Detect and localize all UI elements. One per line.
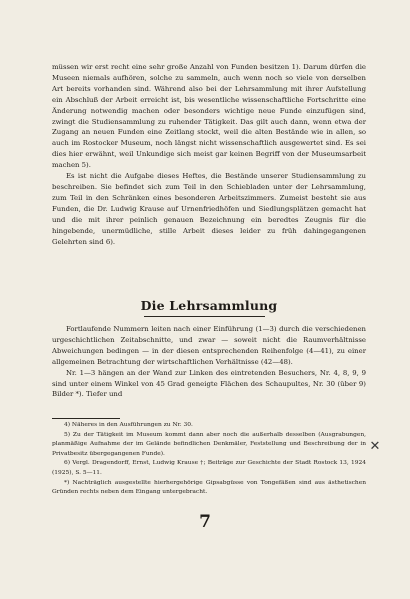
footnote: *) Nachträglich ausgestellte hierhergehörige Gipsabgüsse von Tongefäßen sind aus ästhetischen Gründen rechts neben dem Eingang untergebracht.	[52, 479, 366, 496]
footnote: 4) Näheres in den Ausführungen zu Nr. 30.	[64, 422, 193, 428]
heading-divider	[144, 316, 265, 317]
handwritten-cross-mark: ✕	[369, 439, 381, 454]
paragraph: Es ist nicht die Aufgabe dieses Heftes, die Bestände unserer Studiensammlung zu beschreiben. Sie befindet sich zum Teil in den Schiebladen unter der Lehrsammlung, zum Teil in den Schränken eines besonderen Arbeitszimmers. Zumeist besteht sie aus Funden, die Dr. Ludwig Krause auf Urnenfriedhöfen und Siedlungsplätzen gemacht hat und die mit ihrer peinlich genauen Bezeichnung ein beredtes Zeugnis für die hingebende, unermüdliche, stille Arbeit dieses leider zu früh dahingegangenen Gelehrten sind 6).	[52, 172, 366, 246]
page-number: 7	[199, 512, 211, 532]
footnote: 6) Vergl. Dragendorff, Ernst, Ludwig Krause †; Beiträge zur Geschichte der Stadt Rostock 13, 1924 (1925), S. 5—11.	[52, 460, 366, 476]
section-text-block	[52, 324, 366, 400]
footnote-divider	[52, 418, 120, 419]
footnotes	[52, 421, 366, 498]
section-heading: Die Lehrsammlung	[140, 298, 278, 313]
main-text-block	[52, 62, 366, 247]
paragraph: Fortlaufende Nummern leiten nach einer Einführung (1—3) durch die verschiedenen urgeschichtlichen Zeitabschnitte, und zwar — soweit nicht die Raumverhältnisse Abweichungen bedingen — in der diesen entsprechenden Reihenfolge (4—41), zu einer allgemeinen Betrachtung der wirtschaftlichen Verhältnisse (42—48).	[52, 325, 366, 366]
footnote: 5) Zu der Tätigkeit im Museum kommt dann aber noch die außerhalb desselben (Ausgrabungen, planmäßige Aufnahme der im Gelände befindlichen Denkmäler, Feststellung und Beschreibung der in Privatbesitz übergegangenen Funde).	[52, 431, 366, 457]
paragraph: müssen wir erst recht eine sehr große Anzahl von Funden besitzen 1). Darum dürfen die Museen niemals aufhören, solche zu sammeln, auch wenn noch so viele von derselben Art bereits vorhanden sind. Während also bei der Lehrsammlung mit ihrer Aufstellung ein Abschluß der Arbeit erreicht ist, bis wesentliche wissenschaftliche Fortschritte eine Änderung notwendig machen oder besonders wichtige neue Funde einzufügen sind, zwingt die Studiensammlung zu ruhender Tätigkeit. Das gilt auch dann, wenn etwa der Zugang an neuen Funden eine Zeitlang stockt, weil die alten Bestände wie in allen, so auch im Rostocker Museum, noch längst nicht wissenschaftlich ausgewertet sind. Es sei dies hier erwähnt, weil Unkundige sich meist gar keinen Begriff von der Museumsarbeit machen 5).	[52, 63, 366, 170]
paragraph: Nr. 1—3 hängen an der Wand zur Linken des eintretenden Besuchers, Nr. 4, 8, 9, 9 sind unter einem Winkel von 45 Grad geneigte Flächen des Schaupultes, Nr. 30 (über 9) Bilder *). Tiefer und	[52, 368, 366, 399]
